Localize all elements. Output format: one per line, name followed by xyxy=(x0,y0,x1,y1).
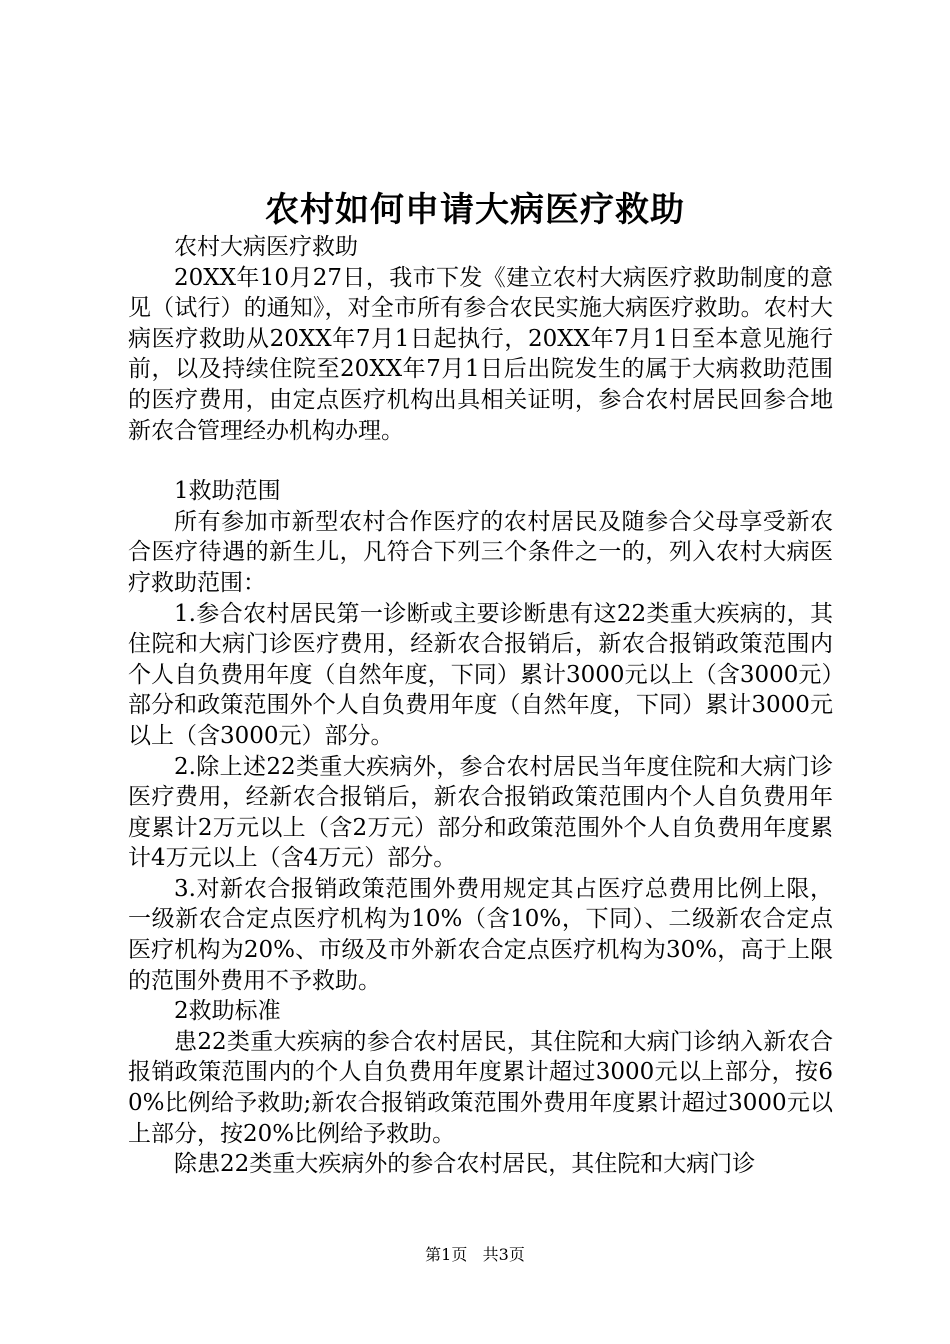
paragraph-spacer xyxy=(128,446,833,476)
section-heading-scope: 1救助范围 xyxy=(174,478,281,505)
paragraph-standard-2: 除患22类重大疾病外的参合农村居民，其住院和大病门诊 xyxy=(174,1151,756,1178)
document-body xyxy=(128,232,833,1180)
page-gap xyxy=(472,1245,477,1264)
section-heading-standard: 2救助标准 xyxy=(174,998,281,1025)
list-item-condition-2: 2.除上述22类重大疾病外，参合农村居民当年度住院和大病门诊医疗费用，经新农合报销后，新农合报销政策范围内个人自负费用年度累计2万元以上（含2万元）部分和政策范围外个人自负费用年度累计4万元以上（含4万元）部分。 xyxy=(128,753,833,872)
list-item-condition-3: 3.对新农合报销政策范围外费用规定其占医疗总费用比例上限，一级新农合定点医疗机构为10%（含10%，下同）、二级新农合定点医疗机构为20%、市级及市外新农合定点医疗机构为30%，高于上限的范围外费用不予救助。 xyxy=(128,875,833,994)
paragraph-subtitle: 农村大病医疗救助 xyxy=(174,234,358,260)
page-number: 第1页 xyxy=(425,1245,468,1264)
paragraph-intro: 20XX年10月27日，我市下发《建立农村大病医疗救助制度的意见（试行）的通知》，对全市所有参合农民实施大病医疗救助。农村大病医疗救助从20XX年7月1日起执行，20XX年7月1日至本意见施行前，以及持续住院至20XX年7月1日后出院发生的属于大病救助范围的医疗费用，由定点医疗机构出具相关证明，参合农村居民回参合地新农合管理经办机构办理。 xyxy=(128,264,833,444)
document-title: 农村如何申请大病医疗救助 xyxy=(265,190,685,230)
list-item-condition-1: 1.参合农村居民第一诊断或主要诊断患有这22类重大疾病的，其住院和大病门诊医疗费用，经新农合报销后，新农合报销政策范围内个人自负费用年度（自然年度，下同）累计3000元以上（含3000元）部分和政策范围外个人自负费用年度（自然年度，下同）累计3000元以上（含3000元）部分。 xyxy=(128,600,833,749)
paragraph-scope: 所有参加市新型农村合作医疗的农村居民及随参合父母享受新农合医疗待遇的新生儿，凡符合下列三个条件之一的，列入农村大病医疗救助范围： xyxy=(128,508,833,596)
page-total: 共3页 xyxy=(482,1245,525,1264)
paragraph-standard-1: 患22类重大疾病的参合农村居民，其住院和大病门诊纳入新农合报销政策范围内的个人自负费用年度累计超过3000元以上部分，按60%比例给予救助;新农合报销政策范围外费用年度累计超过3000元以上部分，按20%比例给予救助。 xyxy=(128,1028,833,1147)
page-footer xyxy=(0,1244,950,1266)
